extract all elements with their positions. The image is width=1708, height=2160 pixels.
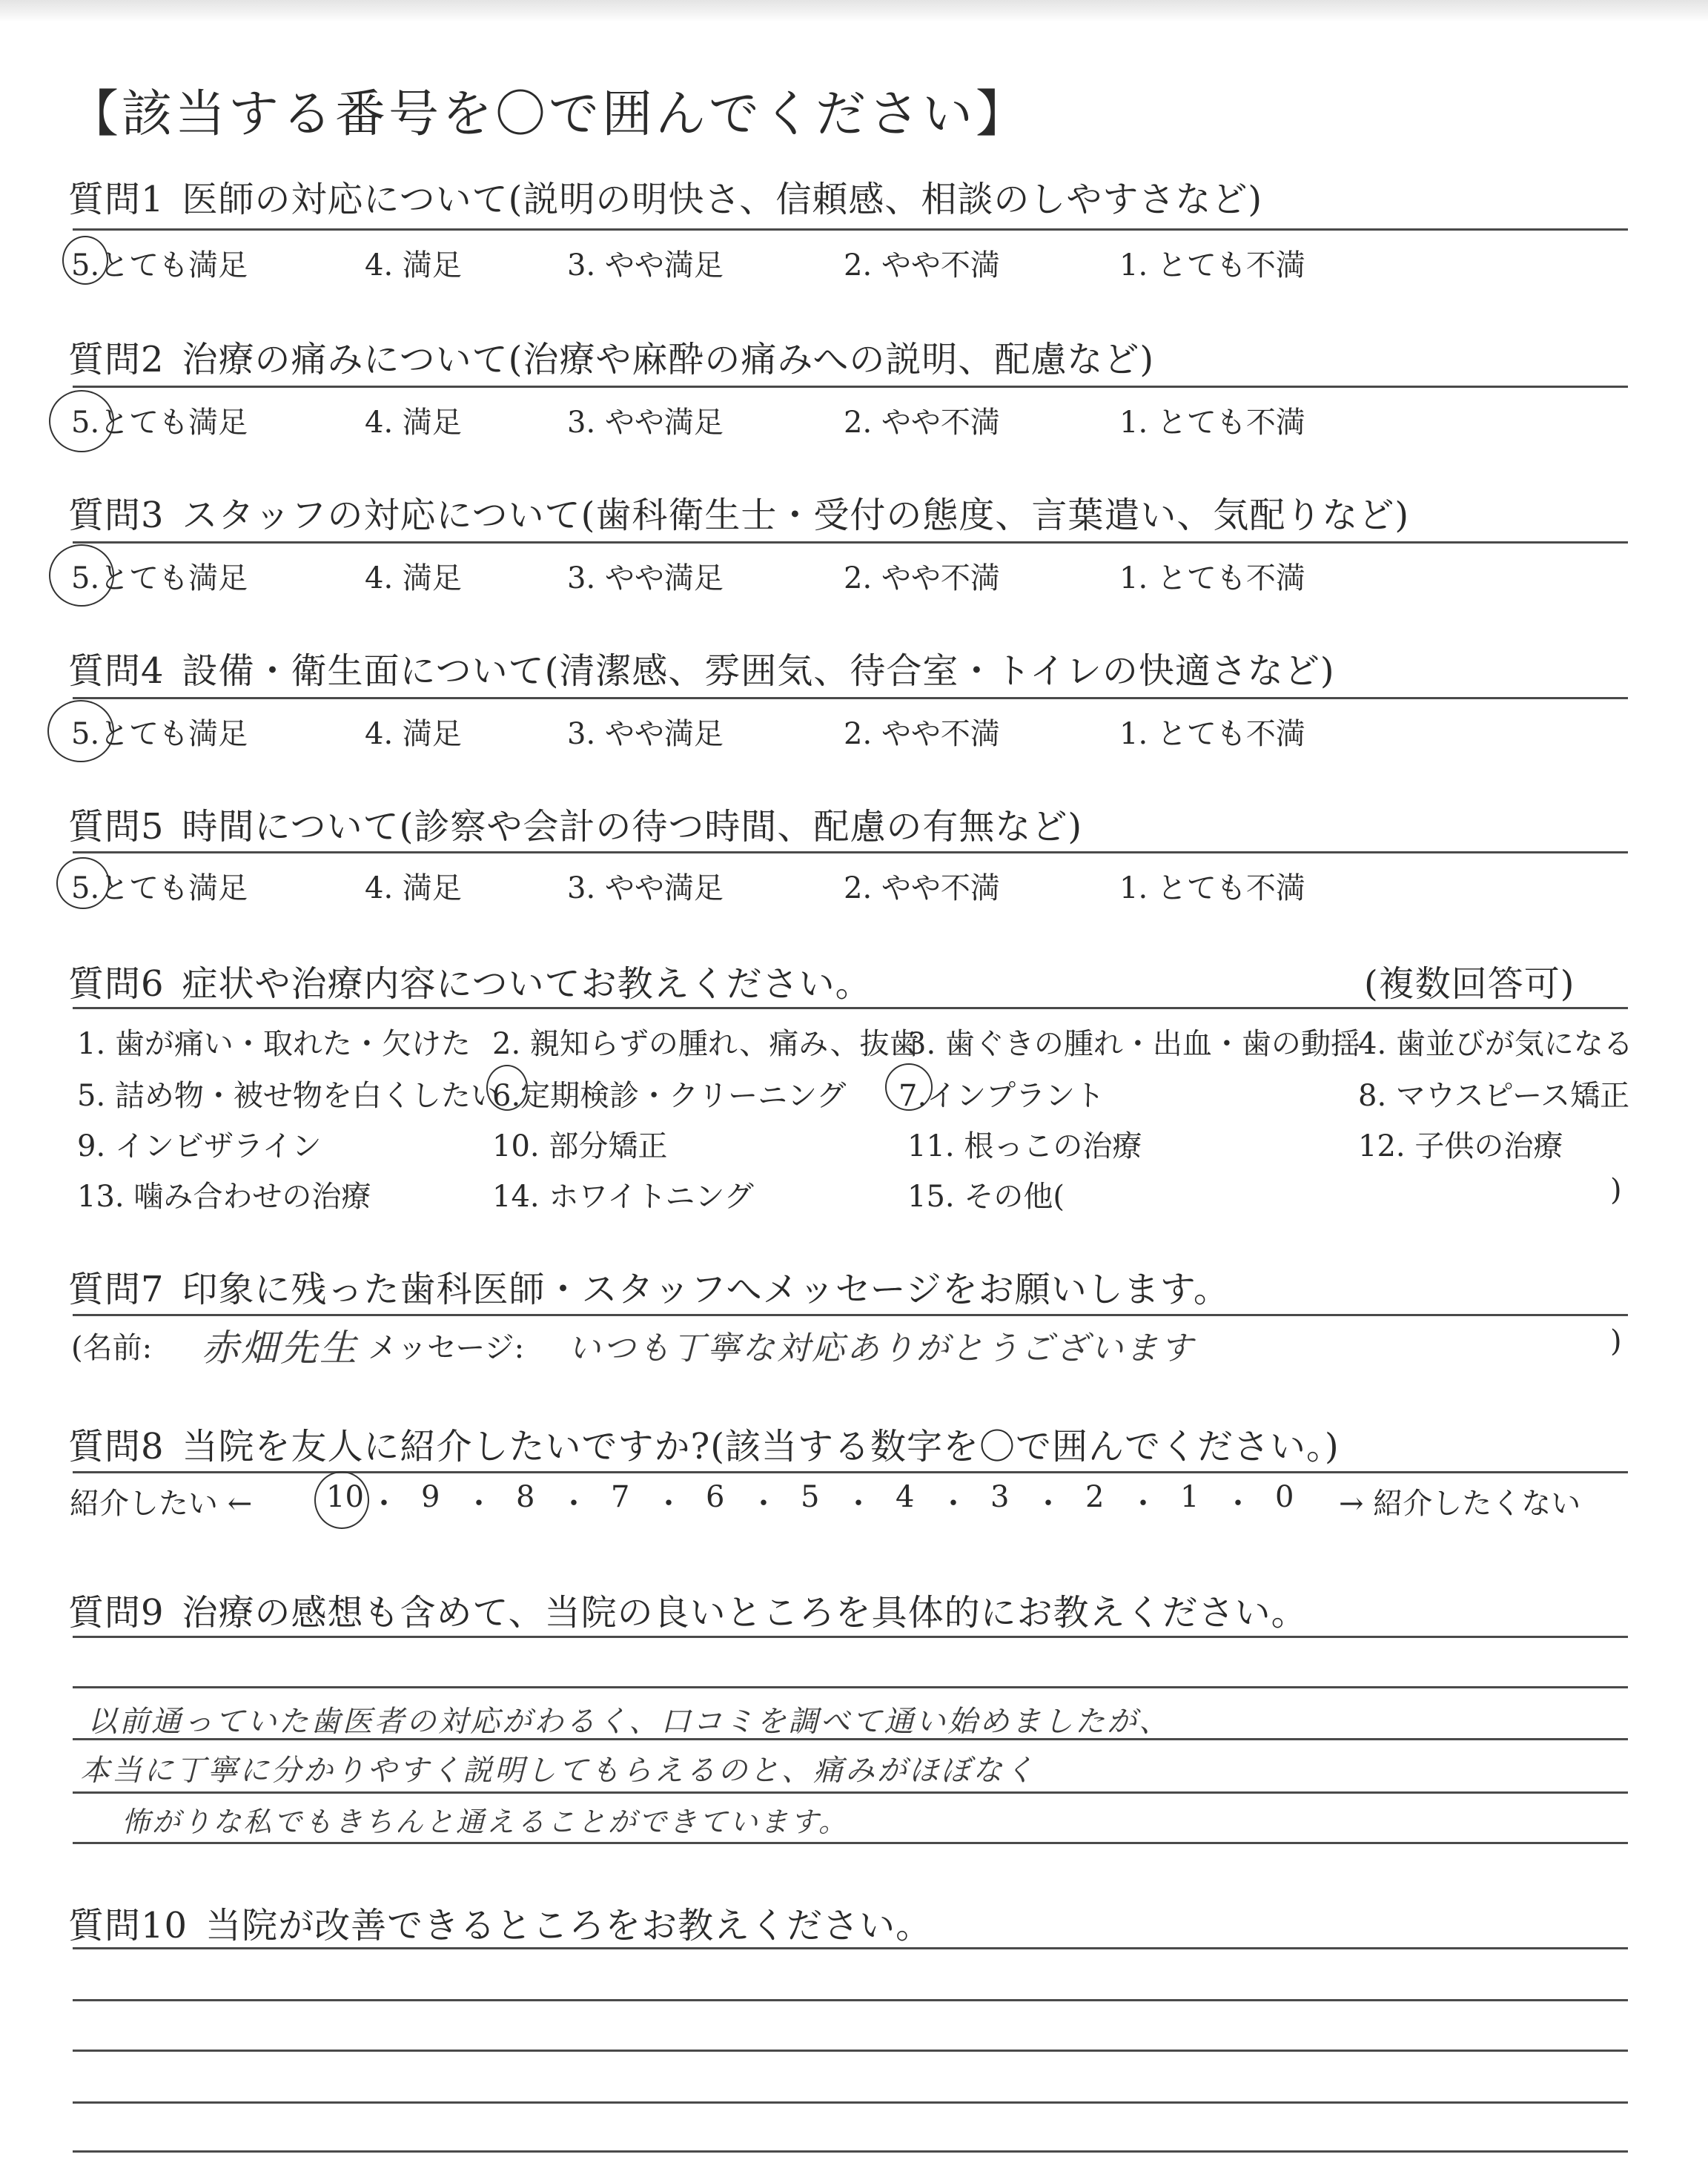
symptom-option-1[interactable]: 1. 歯が痛い・取れた・欠けた xyxy=(77,1027,471,1061)
question-text: 治療の痛みについて(治療や麻酔の痛みへの説明、配慮など) xyxy=(182,339,1155,380)
option-1[interactable]: 1. とても不満 xyxy=(1119,561,1305,595)
option-4[interactable]: 4. 満足 xyxy=(365,561,462,595)
question-rule xyxy=(73,697,1628,699)
question-rule xyxy=(73,1007,1628,1009)
question-number: 質問3 xyxy=(68,495,165,536)
message-label: メッセージ: xyxy=(368,1331,525,1365)
question-number: 質問5 xyxy=(68,806,165,848)
symptom-option-4[interactable]: 4. 歯並びが気になる xyxy=(1358,1027,1633,1061)
option-1[interactable]: 1. とても不満 xyxy=(1119,717,1305,751)
option-3[interactable]: 3. やや満足 xyxy=(567,717,724,751)
symptom-option-9[interactable]: 9. インビザライン xyxy=(77,1129,322,1163)
question-number: 質問1 xyxy=(68,179,165,220)
recommend-left-label: 紹介したい ← xyxy=(70,1487,253,1521)
question-rule xyxy=(73,1314,1628,1316)
option-4[interactable]: 4. 満足 xyxy=(365,871,462,905)
option-2[interactable]: 2. やや不満 xyxy=(844,871,1000,905)
option-5[interactable]: 5.とても満足 xyxy=(71,248,248,283)
question-6-title xyxy=(68,955,872,1006)
option-3[interactable]: 3. やや満足 xyxy=(567,406,724,440)
option-1[interactable]: 1. とても不満 xyxy=(1119,406,1305,440)
handwritten-name[interactable]: 赤畑先生 xyxy=(202,1327,359,1370)
answer-rule xyxy=(73,1999,1628,2001)
handwritten-answer-line[interactable]: 本当に丁寧に分かりやすく説明してもらえるのと、痛みがほぼなく xyxy=(80,1754,1036,1788)
scan-top-edge xyxy=(0,0,1708,22)
symptom-option-15[interactable]: 15. その他( xyxy=(907,1180,1065,1214)
page-title: 【該当する番号を〇で囲んでください】 xyxy=(68,85,1030,144)
answer-rule xyxy=(73,1791,1628,1794)
option-5[interactable]: 5.とても満足 xyxy=(71,561,248,595)
question-text: 印象に残った歯科医師・スタッフへメッセージをお願いします。 xyxy=(182,1269,1230,1310)
question-text: 症状や治療内容についてお教えください。 xyxy=(182,963,872,1005)
scale-separator: ・ xyxy=(844,1487,873,1521)
option-4[interactable]: 4. 満足 xyxy=(365,406,462,440)
answer-rule xyxy=(73,1686,1628,1688)
option-5[interactable]: 5.とても満足 xyxy=(71,871,248,905)
scale-separator: ・ xyxy=(1128,1487,1158,1521)
question-4-title xyxy=(68,642,1335,693)
option-2[interactable]: 2. やや不満 xyxy=(844,561,1000,595)
question-number: 質問2 xyxy=(68,339,165,380)
multiple-answer-note: (複数回答可) xyxy=(1364,963,1575,1005)
question-8-title xyxy=(68,1418,1340,1469)
option-2[interactable]: 2. やや不満 xyxy=(844,248,1000,283)
scale-option-3[interactable]: 3 xyxy=(990,1480,1010,1514)
symptom-option-7[interactable]: 7.インプラント xyxy=(898,1079,1105,1113)
question-rule xyxy=(73,851,1628,853)
scale-separator: ・ xyxy=(1223,1487,1253,1521)
message-close-paren: ) xyxy=(1610,1324,1622,1358)
question-text: 設備・衛生面について(清潔感、雰囲気、待合室・トイレの快適さなど) xyxy=(182,650,1335,692)
option-2[interactable]: 2. やや不満 xyxy=(844,717,1000,751)
option-3[interactable]: 3. やや満足 xyxy=(567,248,724,283)
question-text: 時間について(診察や会計の待つ時間、配慮の有無など) xyxy=(182,806,1083,848)
scale-option-7[interactable]: 7 xyxy=(611,1480,630,1514)
scale-separator: ・ xyxy=(654,1487,683,1521)
scale-option-6[interactable]: 6 xyxy=(706,1480,725,1514)
scale-separator: ・ xyxy=(559,1487,589,1521)
scale-option-1[interactable]: 1 xyxy=(1180,1480,1199,1514)
symptom-option-5[interactable]: 5. 詰め物・被せ物を白くしたい xyxy=(77,1079,500,1113)
symptom-option-3[interactable]: 3. 歯ぐきの腫れ・出血・歯の動揺 xyxy=(907,1027,1360,1061)
handwritten-answer-line[interactable]: 怖がりな私でもきちんと通えることができています。 xyxy=(122,1806,849,1838)
question-text: 当院を友人に紹介したいですか?(該当する数字を〇で囲んでください。) xyxy=(182,1426,1340,1467)
question-number: 質問6 xyxy=(68,963,165,1005)
scale-separator: ・ xyxy=(464,1487,494,1521)
option-4[interactable]: 4. 満足 xyxy=(365,717,462,751)
question-text: 医師の対応について(説明の明快さ、信頼感、相談のしやすさなど) xyxy=(182,179,1263,220)
question-text: スタッフの対応について(歯科衛生士・受付の態度、言葉遣い、気配りなど) xyxy=(182,495,1410,536)
question-rule xyxy=(73,386,1628,388)
scale-separator: ・ xyxy=(749,1487,778,1521)
question-rule xyxy=(73,1471,1628,1473)
question-9-title xyxy=(68,1584,1308,1635)
scale-option-9[interactable]: 9 xyxy=(421,1480,440,1514)
symptom-option-13[interactable]: 13. 噛み合わせの治療 xyxy=(77,1180,371,1214)
symptom-option-2[interactable]: 2. 親知らずの腫れ、痛み、抜歯 xyxy=(492,1027,919,1061)
option-4[interactable]: 4. 満足 xyxy=(365,248,462,283)
question-3-title xyxy=(68,486,1409,538)
scale-option-10[interactable]: 10 xyxy=(326,1480,364,1514)
question-10-title xyxy=(68,1897,932,1948)
question-text: 当院が改善できるところをお教えください。 xyxy=(205,1905,933,1946)
answer-rule xyxy=(73,2101,1628,2104)
name-label: (名前: xyxy=(71,1331,153,1365)
scale-separator: ・ xyxy=(1033,1487,1063,1521)
answer-rule xyxy=(73,2050,1628,2052)
other-close-paren: ) xyxy=(1610,1173,1622,1207)
question-text: 治療の感想も含めて、当院の良いところを具体的にお教えください。 xyxy=(182,1592,1308,1634)
symptom-option-14[interactable]: 14. ホワイトニング xyxy=(492,1180,754,1214)
handwritten-answer-line[interactable]: 以前通っていた歯医者の対応がわるく、口コミを調べて通い始めましたが、 xyxy=(87,1705,1171,1739)
answer-rule xyxy=(73,1738,1628,1740)
scale-option-5[interactable]: 5 xyxy=(801,1480,820,1514)
answer-rule xyxy=(73,1947,1628,1949)
scale-separator: ・ xyxy=(939,1487,968,1521)
symptom-option-10[interactable]: 10. 部分矯正 xyxy=(492,1129,668,1163)
question-rule xyxy=(73,541,1628,544)
question-rule xyxy=(73,228,1628,231)
option-2[interactable]: 2. やや不満 xyxy=(844,406,1000,440)
symptom-option-8[interactable]: 8. マウスピース矯正 xyxy=(1358,1079,1630,1113)
option-3[interactable]: 3. やや満足 xyxy=(567,871,724,905)
question-2-title xyxy=(68,331,1154,382)
question-7-title xyxy=(68,1261,1230,1312)
scale-option-0[interactable]: 0 xyxy=(1275,1480,1294,1514)
question-number: 質問8 xyxy=(68,1426,165,1467)
symptom-option-6[interactable]: 6.定期検診・クリーニング xyxy=(492,1079,847,1113)
recommend-right-label: → 紹介したくない xyxy=(1339,1487,1581,1521)
symptom-option-11[interactable]: 11. 根っこの治療 xyxy=(907,1129,1142,1163)
question-number: 質問10 xyxy=(68,1905,188,1946)
question-rule xyxy=(73,1636,1628,1638)
scale-option-8[interactable]: 8 xyxy=(516,1480,535,1514)
option-5[interactable]: 5.とても満足 xyxy=(71,717,248,751)
answer-rule xyxy=(73,2150,1628,2153)
option-3[interactable]: 3. やや満足 xyxy=(567,561,724,595)
scale-option-4[interactable]: 4 xyxy=(896,1480,915,1514)
answer-rule xyxy=(73,1842,1628,1844)
question-5-title xyxy=(68,798,1082,849)
option-1[interactable]: 1. とても不満 xyxy=(1119,248,1305,283)
question-number: 質問4 xyxy=(68,650,165,692)
handwritten-message[interactable]: いつも丁寧な対応ありがとうございます xyxy=(568,1330,1195,1367)
option-1[interactable]: 1. とても不満 xyxy=(1119,871,1305,905)
question-number: 質問7 xyxy=(68,1269,165,1310)
symptom-option-12[interactable]: 12. 子供の治療 xyxy=(1358,1129,1563,1163)
scale-separator: ・ xyxy=(369,1487,399,1521)
question-1-title xyxy=(68,171,1262,222)
scale-option-2[interactable]: 2 xyxy=(1085,1480,1105,1514)
option-5[interactable]: 5.とても満足 xyxy=(71,406,248,440)
question-number: 質問9 xyxy=(68,1592,165,1634)
